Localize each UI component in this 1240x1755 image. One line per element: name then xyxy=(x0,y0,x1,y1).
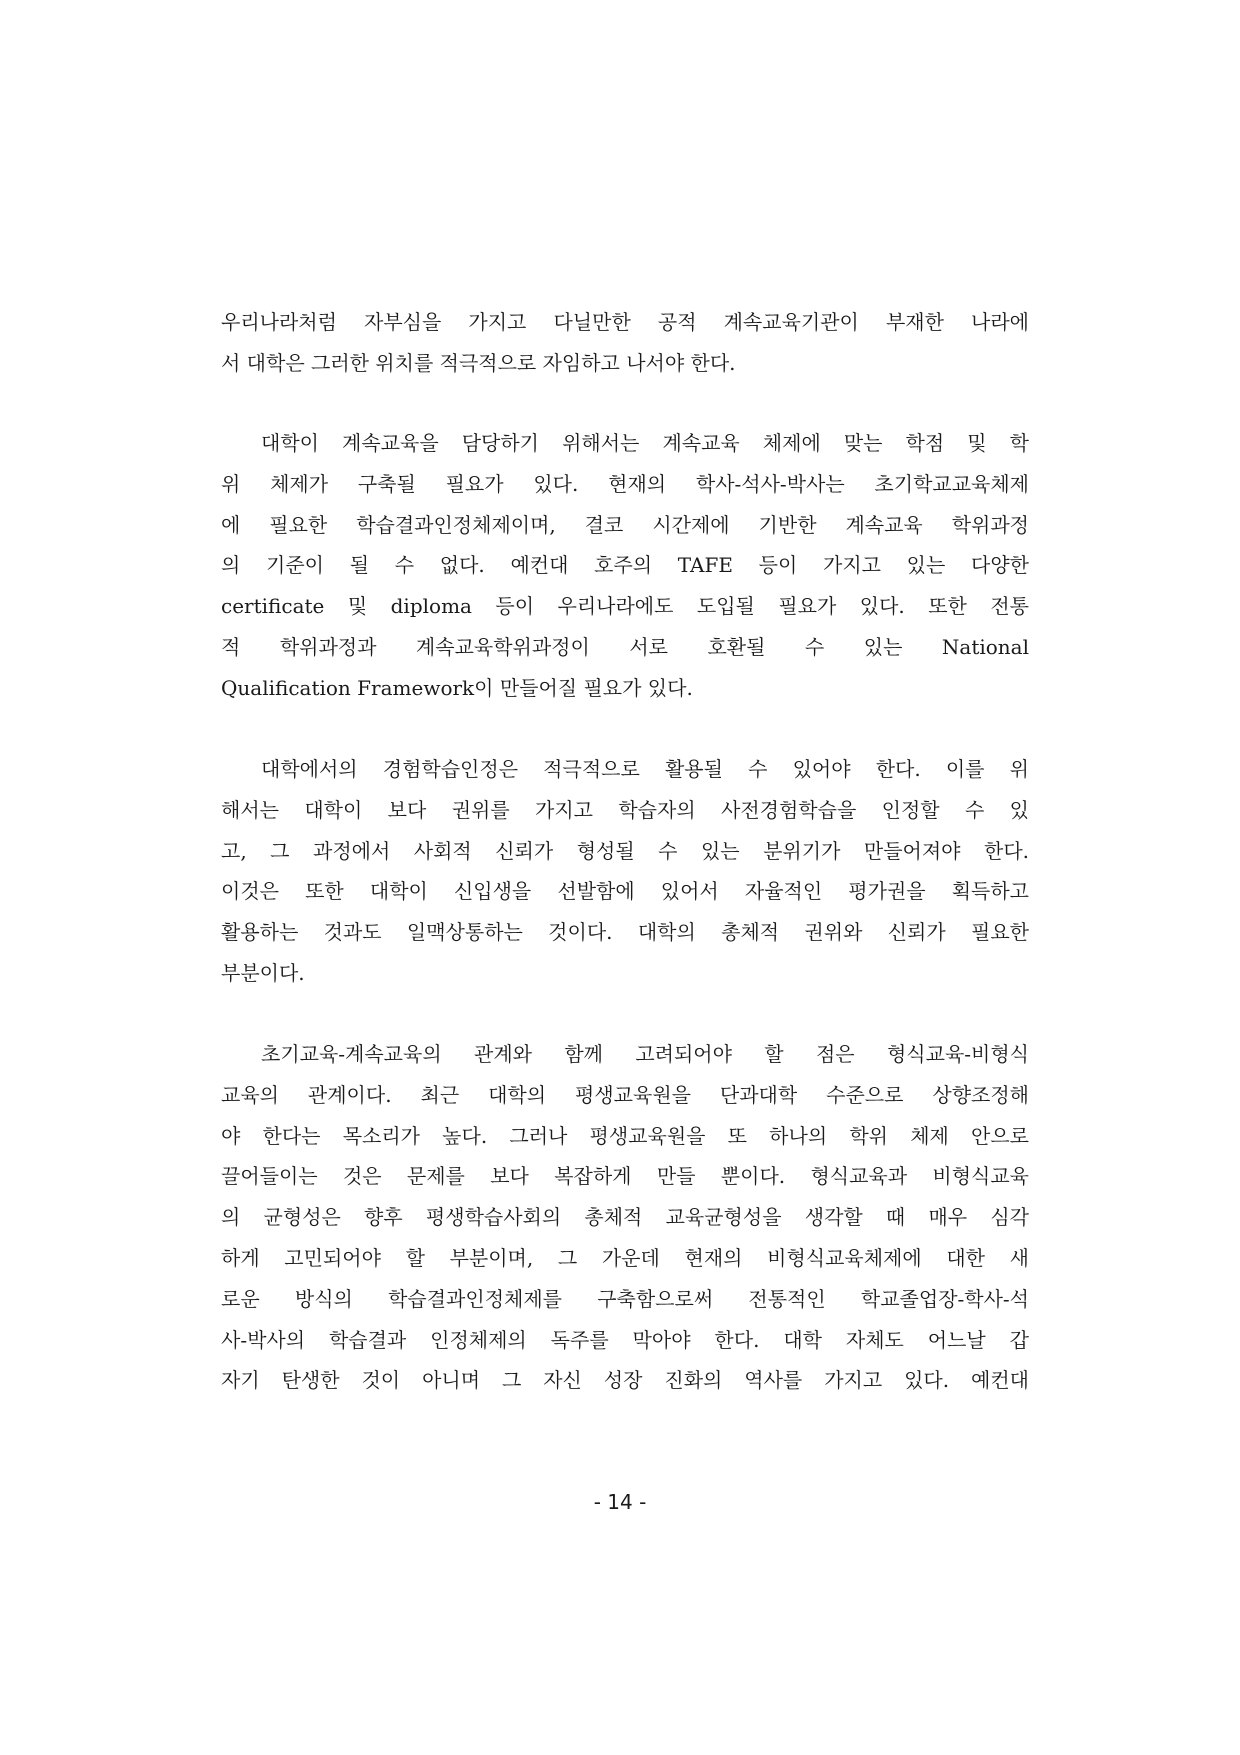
text-line: 활용하는 것과도 일맥상통하는 것이다. 대학의 총체적 권위와 신뢰가 필요한 xyxy=(221,920,1029,945)
text-line: 사-박사의 학습결과 인정체제의 독주를 막아야 한다. 대학 자체도 어느날 갑 xyxy=(221,1327,1029,1352)
text-line: 우리나라처럼 자부심을 가지고 다닐만한 공적 계속교육기관이 부재한 나라에 xyxy=(221,310,1029,334)
text-line: 부분이다. xyxy=(221,960,305,985)
text-line: 의 균형성은 향후 평생학습사회의 총체적 교육균형성을 생각할 때 매우 심각 xyxy=(221,1205,1029,1230)
text-line: 대학이 계속교육을 담당하기 위해서는 계속교육 체제에 맞는 학점 및 학 xyxy=(261,431,1029,455)
paragraph-4 xyxy=(221,1034,1029,1401)
text-line: certificate 및 diploma 등이 우리나라에도 도입될 필요가 있다. 또한 전통 xyxy=(221,594,1029,619)
text-line: 대학에서의 경험학습인정은 적극적으로 활용될 수 있어야 한다. 이를 위 xyxy=(261,757,1029,781)
text-line: 로운 방식의 학습결과인정체제를 구축함으로써 전통적인 학교졸업장-학사-석 xyxy=(221,1286,1029,1311)
page-number: - 14 - xyxy=(593,1490,647,1514)
text-line: 위 체제가 구축될 필요가 있다. 현재의 학사-석사-박사는 초기학교교육체제 xyxy=(221,471,1029,496)
text-line: 에 필요한 학습결과인정체제이며, 결코 시간제에 기반한 계속교육 학위과정 xyxy=(221,512,1029,537)
text-line: 해서는 대학이 보다 권위를 가지고 학습자의 사전경험학습을 인정할 수 있 xyxy=(221,797,1029,822)
paragraph-2 xyxy=(221,423,1029,709)
text-line: 서 대학은 그러한 위치를 적극적으로 자임하고 나서야 한다. xyxy=(221,350,736,375)
text-line: 초기교육-계속교육의 관계와 함께 고려되어야 할 점은 형식교육-비형식 xyxy=(261,1042,1029,1066)
paragraph-3 xyxy=(221,749,1029,994)
text-line: 이것은 또한 대학이 신입생을 선발함에 있어서 자율적인 평가권을 획득하고 xyxy=(221,879,1029,904)
text-line: 적 학위과정과 계속교육학위과정이 서로 호환될 수 있는 National xyxy=(221,634,1029,659)
text-line: 하게 고민되어야 할 부분이며, 그 가운데 현재의 비형식교육체제에 대한 새 xyxy=(221,1245,1029,1270)
text-line: 끌어들이는 것은 문제를 보다 복잡하게 만들 뿐이다. 형식교육과 비형식교육 xyxy=(221,1164,1029,1189)
text-line: Qualification Framework이 만들어질 필요가 있다. xyxy=(221,675,693,700)
text-line: 교육의 관계이다. 최근 대학의 평생교육원을 단과대학 수준으로 상향조정해 xyxy=(221,1082,1029,1107)
text-line: 의 기준이 될 수 없다. 예컨대 호주의 TAFE 등이 가지고 있는 다양한 xyxy=(221,553,1029,578)
text-line: 고, 그 과정에서 사회적 신뢰가 형성될 수 있는 분위기가 만들어져야 한다. xyxy=(221,838,1029,863)
text-line: 야 한다는 목소리가 높다. 그러나 평생교육원을 또 하나의 학위 체제 안으로 xyxy=(221,1123,1029,1148)
paragraph-1 xyxy=(221,302,1029,384)
text-line: 자기 탄생한 것이 아니며 그 자신 성장 진화의 역사를 가지고 있다. 예컨대 xyxy=(221,1368,1029,1393)
